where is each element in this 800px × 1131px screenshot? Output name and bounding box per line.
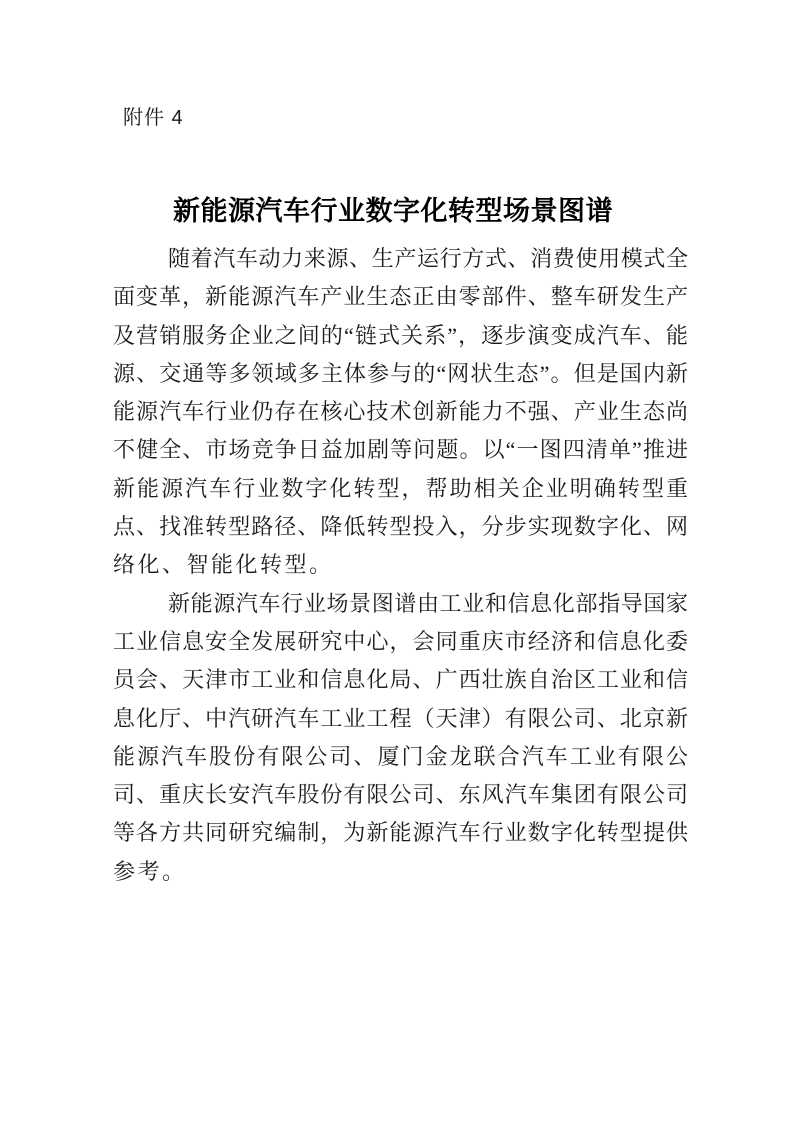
document-body: [113, 240, 688, 891]
text-line: 络化、智能化转型。: [113, 552, 334, 578]
text-line: 点、找准转型路径、降低转型投入，分步实现数字化、网: [113, 514, 688, 540]
text-line: 源、交通等多领域多主体参与的“网状生态”。但是国内新: [113, 360, 688, 386]
text-line: 及营销服务企业之间的“链式关系”，逐步演变成汽车、能: [113, 322, 688, 348]
text-line: 不健全、市场竞争日益加剧等问题。以“一图四清单”推进: [113, 437, 688, 463]
document-title: 新能源汽车行业数字化转型场景图谱: [173, 196, 613, 227]
text-line: 司、重庆长安汽车股份有限公司、东风汽车集团有限公司: [113, 782, 688, 808]
text-line: 面变革，新能源汽车产业生态正由零部件、整车研发生产: [113, 284, 688, 310]
text-line: 新能源汽车行业场景图谱由工业和信息化部指导国家: [168, 590, 688, 616]
text-line: 参考。: [113, 858, 187, 884]
text-line: 等各方共同研究编制，为新能源汽车行业数字化转型提供: [113, 820, 688, 846]
text-line: 随着汽车动力来源、生产运行方式、消费使用模式全: [168, 246, 688, 271]
text-line: 息化厅、中汽研汽车工业工程（天津）有限公司、北京新: [113, 705, 688, 731]
text-line: 能源汽车股份有限公司、厦门金龙联合汽车工业有限公: [113, 743, 688, 769]
attachment-label: 附件 4: [123, 107, 184, 129]
paragraph: [113, 240, 688, 585]
text-line: 员会、天津市工业和信息化局、广西壮族自治区工业和信: [113, 667, 688, 693]
paragraph: [113, 585, 688, 891]
text-line: 能源汽车行业仍存在核心技术创新能力不强、产业生态尚: [113, 399, 688, 425]
text-line: 新能源汽车行业数字化转型，帮助相关企业明确转型重: [113, 475, 688, 501]
text-line: 工业信息安全发展研究中心，会同重庆市经济和信息化委: [113, 628, 688, 654]
